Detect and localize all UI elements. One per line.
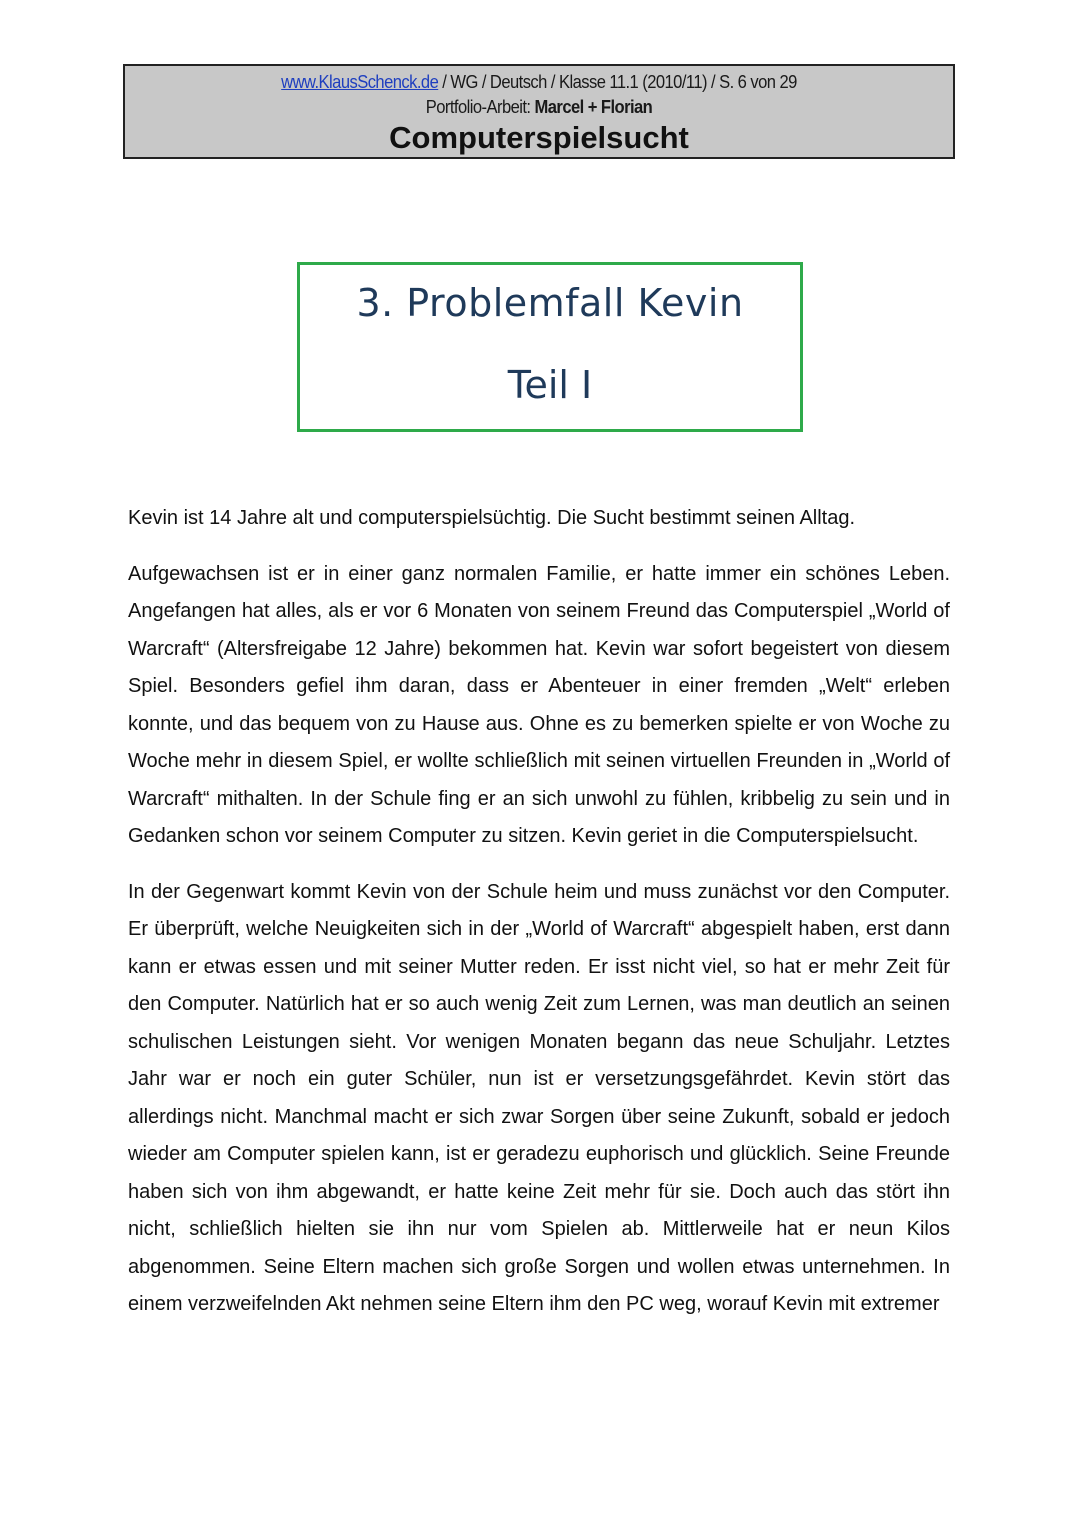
portfolio-label: Portfolio-Arbeit: xyxy=(425,97,535,117)
page-header xyxy=(123,64,955,159)
chapter-title: 3. Problemfall Kevin xyxy=(356,281,744,325)
header-meta: / WG / Deutsch / Klasse 11.1 (2010/11) / S. 6 von 29 xyxy=(438,72,797,92)
paragraph-background: Aufgewachsen ist er in einer ganz normalen Familie, er hatte immer ein schönes Leben. Angefangen hat alles, als er vor 6 Monaten von seinem Freund das Computerspiel „World of Warcraft“ (Altersfreigabe 12 Jahre) bekommen hat. Kevin war sofort begeistert von diesem Spiel. Besonders gefiel ihm daran, dass er Abenteuer in einer fremden „Welt“ erleben konnte, und das bequem von zu Hause aus. Ohne es zu bemerken spielte er von Woche zu Woche mehr in diesem Spiel, er wollte schließlich mit seinen virtuellen Freunden in „World of Warcraft“ mithalten. In der Schule fing er an sich unwohl zu fühlen, kribbelig zu sein und in Gedanken schon vor seinem Computer zu sitzen. Kevin geriet in die Computerspielsucht. xyxy=(128,562,950,847)
website-link[interactable]: www.KlausSchenck.de xyxy=(281,72,439,92)
body-text xyxy=(128,500,950,1324)
portfolio-authors: Marcel + Florian xyxy=(534,97,653,117)
chapter-heading-box xyxy=(297,262,803,432)
document-title: Computerspielsucht xyxy=(389,120,689,155)
header-portfolio-line xyxy=(158,95,920,119)
paragraph-intro: Kevin ist 14 Jahre alt und computerspielsüchtig. Die Sucht bestimmt seinen Alltag. xyxy=(128,507,856,529)
paragraph-present: In der Gegenwart kommt Kevin von der Schule heim und muss zunächst vor den Computer. Er überprüft, welche Neuigkeiten sich in der „World of Warcraft“ abgespielt haben, erst dann kann er etwas essen und mit seiner Mutter reden. Er isst nicht viel, so hat er mehr Zeit für den Computer. Natürlich hat er so auch wenig Zeit zum Lernen, was man deutlich an seinen schulischen Leistungen sieht. Vor wenigen Monaten begann das neue Schuljahr. Letztes Jahr war er noch ein guter Schüler, nun ist er versetzungsgefährdet. Kevin stört das allerdings nicht. Manchmal macht er sich zwar Sorgen über seine Zukunft, sobald er jedoch wieder am Computer spielen kann, ist er geradezu euphorisch und glücklich. Seine Freunde haben sich von ihm abgewandt, er hatte keine Zeit mehr für sie. Doch auch das stört ihn nicht, schließlich hielten sie ihn nur vom Spielen ab. Mittlerweile hat er neun Kilos abgenommen. Seine Eltern machen sich große Sorgen und wollen etwas unternehmen. In einem verzweifelnden Akt nehmen seine Eltern ihm den PC weg, worauf Kevin mit extremer xyxy=(128,880,950,1315)
chapter-subtitle: Teil I xyxy=(507,363,593,407)
header-source-line xyxy=(158,70,920,94)
